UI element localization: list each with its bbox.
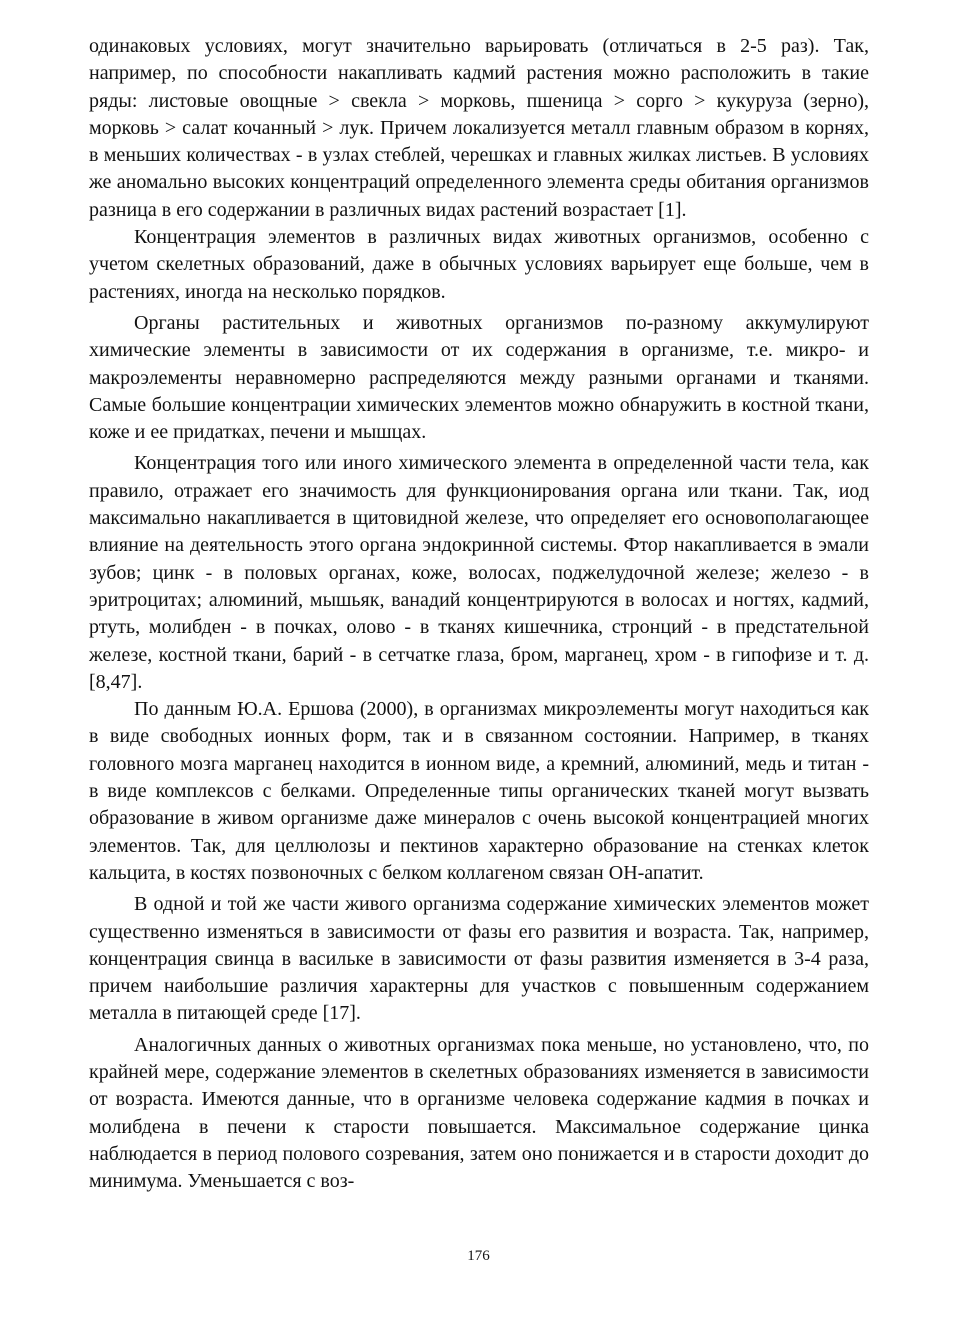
page-text [89,33,869,1195]
paragraph-5: По данным Ю.А. Ершова (2000), в организмах микроэлементы могут находиться как в виде свободных ионных форм, так и в связанном состоянии. Например, в тканях головного мозга марганец находится в ионном виде, а кремний, алюминий, медь и титан - в виде комплексов с белками. Определенные типы органических тканей могут вызвать образование в живом организме даже минералов с очень высокой концентрацией многих элементов. Так, для целлюлозы и пектинов характерно образование на стенках клеток кальцита, в костях позвоночных с белком коллагеном связан ОН-апатит. [89,698,869,884]
paragraph-3: Органы растительных и животных организмов по-разному аккумулируют химические элементы в зависимости от их содержания в организме, т.е. микро- и макроэлементы неравномерно распределяются между разными органами и тканями. Самые большие концентрации химических элементов можно обнаружить в костной ткани, коже и ее придатках, печени и мышцах. [89,311,869,444]
paragraph-7: Аналогичных данных о животных организмах пока меньше, но установлено, что, по крайней мере, содержание элементов в скелетных образованиях изменяется в зависимости от возраста. Имеются данные, что в организме человека содержание кадмия в почках и молибдена в печени к старости повышается. Максимальное содержание цинка наблюдается в период полового созревания, затем оно понижается и в старости доходит до минимума. Уменьшается с воз- [89,1033,869,1193]
paragraph-6: В одной и той же части живого организма содержание химических элементов может существенно изменяться в зависимости от фазы его развития и возраста. Так, например, концентрация свинца в васильке в зависимости от фазы развития изменяется в 3-4 раза, причем наибольшие различия характерны для участков с повышенным содержанием металла в питающей среде [17]. [89,893,869,1025]
paragraph-2: Концентрация элементов в различных видах животных организмов, особенно с учетом скелетных образований, даже в обычных условиях варьирует еще больше, чем в растениях, иногда на несколько порядков. [89,226,869,303]
paragraph-4: Концентрация того или иного химического элемента в определенной части тела, как правило, отражает его значимость для функционирования органа или ткани. Так, иод максимально накапливается в щитовидной железе, что определяет его основополагающее влияние на деятельность этого органа эндокринной системы. Фтор накапливается в эмали зубов; цинк - в половых органах, коже, волосах, поджелудочной железе; железо - в эритроцитах; алюминий, мышьяк, ванадий концентрируются в волосах и ногтях, кадмий, ртуть, молибден - в почках, олово - в тканях кишечника, стронций - в предстательной железе, костной ткани, барий - в сетчатке глаза, бром, марганец, хром - в гипофизе и т. д. [8,47]. [89,452,869,693]
paragraph-1: одинаковых условиях, могут значительно варьировать (отличаться в 2-5 раз). Так, например, по способности накапливать кадмий растения можно расположить в такие ряды: листовые овощные > свекла > морковь, пшеница > сорго > кукуруза (зерно), морковь > салат кочанный > лук. Причем локализуется металл главным образом в корнях, в меньших количествах - в узлах стеблей, черешках и главных жилках листьев. В условиях же аномально высоких концентраций определенного элемента среды обитания организмов разница в его содержании в различных видах растений возрастает [1]. [89,35,869,221]
page-number: 176 [467,1248,490,1264]
